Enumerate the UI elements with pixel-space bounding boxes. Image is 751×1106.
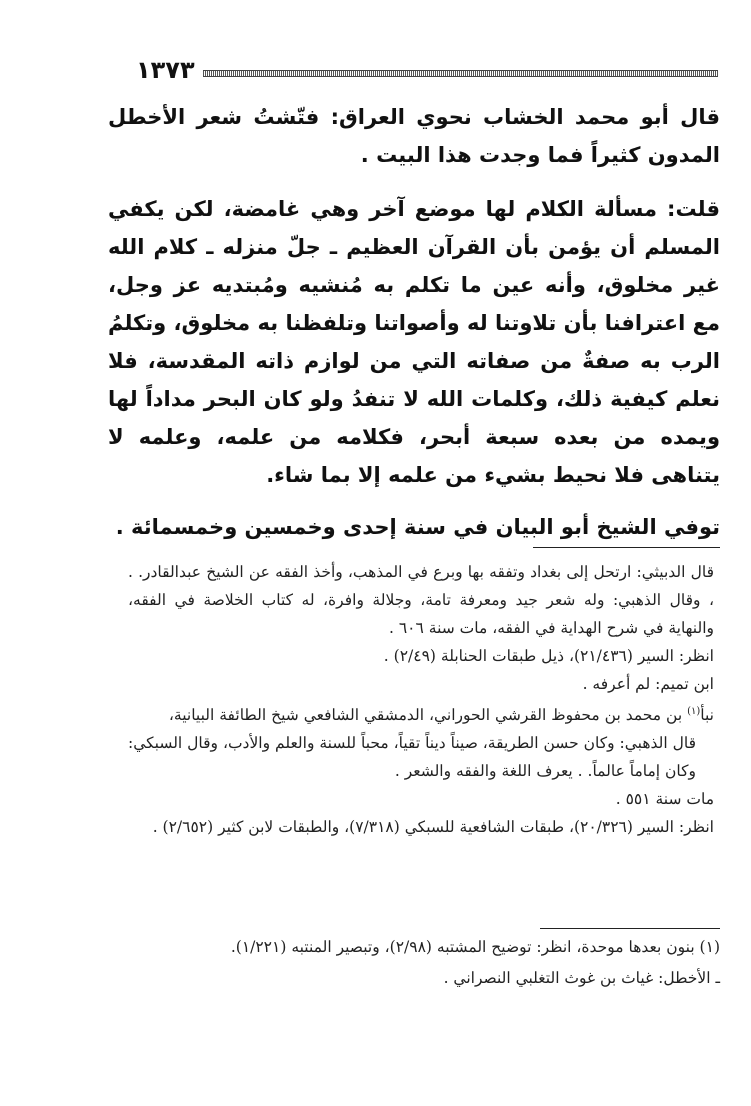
footnotes: [175, 932, 720, 994]
note-word: نبأ: [700, 706, 714, 725]
note-text: بن محمد بن محفوظ القرشي الحوراني، الدمشقي الشافعي شيخ الطائفة البيانية،: [168, 706, 683, 725]
page-header: [0, 52, 751, 86]
header-ornamental-rule: [203, 70, 718, 77]
footnote-marker: (١): [687, 706, 701, 717]
note-line: انظر: السير (٢٠/٣٢٦)، طبقات الشافعية للسبكي (٧/٣١٨)، والطبقات لابن كثير (٢/٦٥٢) .: [152, 818, 714, 837]
main-paragraph: توفي الشيخ أبو البيان في سنة إحدى وخمسين وخمسمائة .: [115, 515, 720, 539]
note-line: مات سنة ٥٥١ .: [615, 790, 714, 809]
note-line: قال الدبيثي: ارتحل إلى بغداد وتفقه بها وبرع في المذهب، وأخذ الفقه عن الشيخ عبدالقادر. . ، وقال الذهبي: وله شعر جيد ومعرفة تامة، وجلالة وافرة، له كتاب الخلاصة في الفقه، والنهاية في شرح الهداية في الفقه، مات سنة ٦٠٦ .: [128, 563, 714, 637]
note-line: [128, 698, 714, 729]
page-number: ١٣٧٣: [136, 56, 195, 84]
main-paragraph: قال أبو محمد الخشاب نحوي العراق: فتّشتُ شعر الأخطل المدون كثيراً فما وجدت هذا البيت .: [108, 105, 720, 167]
note-line: ابن تميم: لم أعرفه .: [582, 675, 714, 693]
main-text: [108, 98, 720, 560]
notes-separator: [533, 547, 720, 548]
note-line: قال الذهبي: وكان حسن الطريقة، صيناً ديناً تقياً، محباً للسنة والعلم والأدب، وقال السبكي: وكان إماماً عالماً. . يعرف اللغة والفقه والشعر .: [127, 734, 696, 781]
note-line: انظر: السير (٢١/٤٣٦)، ذيل طبقات الحنابلة (٢/٤٩) .: [383, 647, 714, 665]
footnote-line: (١) بنون بعدها موحدة، انظر: توضيح المشتبه (٢/٩٨)، وتبصير المنتبه (١/٢٢١).: [230, 938, 720, 956]
main-paragraph: قلت: مسألة الكلام لها موضع آخر وهي غامضة، لكن يكفي المسلم أن يؤمن بأن القرآن العظيم ـ جلّ منزله ـ كلام الله غير مخلوق، وأنه عين ما تكلم به مُنشيه ومُبتديه عز وجل، مع اعترافنا بأن تلاوتنا له وأصواتنا وتلفظنا به مخلوق، وتكلمُ الرب به صفةٌ من صفاته التي من لوازم ذاته المقدسة، فلا نعلم كيفية ذلك، وكلمات الله لا تنفدُ ولو كان البحر مداداً لها ويمده من بعده سبعة أبحر، فكلامه من علمه، وعلمه لا يتناهى فلا نحيط بشيء من علمه إلا بما شاء.: [108, 197, 720, 487]
biography-notes: [128, 558, 714, 841]
footnote-separator: [540, 928, 720, 929]
footnote-line: ـ الأخطل: غياث بن غوث التغلبي النصراني .: [443, 969, 720, 987]
